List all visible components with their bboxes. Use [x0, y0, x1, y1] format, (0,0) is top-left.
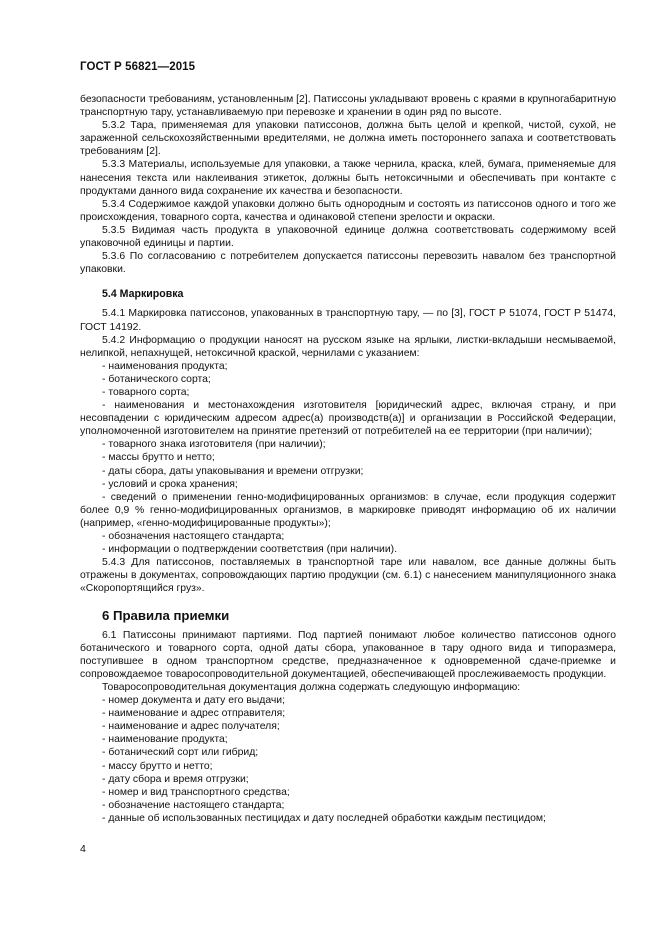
list-item: - сведений о применении генно-модифицированных организмов: в случае, если продукция содержит более 0,9 % генно-модифицированных организмов, в маркировке приводят информацию об их наличии (например, «генно-модифицированные продукты»);: [80, 491, 616, 529]
paragraph-continuation: безопасности требованиям, установленным [2]. Патиссоны укладывают вровень с краями в крупногабаритную транспортную тару, устанавливаемую при перевозке и хранении в один ряд по высоте.: [80, 94, 616, 119]
paragraph-5-3-4: 5.3.4 Содержимое каждой упаковки должно быть однородным и состоять из патиссонов одного и того же происхождения, товарного сорта, качества и одинаковой степени зрелости и окраски.: [80, 198, 616, 223]
section-5-4-heading: 5.4 Маркировка: [102, 288, 184, 301]
list-item: - наименования продукта;: [102, 360, 228, 372]
list-item: - товарного сорта;: [102, 386, 190, 398]
list-item: - наименование и адрес получателя;: [102, 721, 280, 733]
list-item: - обозначение настоящего стандарта;: [102, 799, 285, 811]
paragraph-5-4-1: 5.4.1 Маркировка патиссонов, упакованных в транспортную тару, — по [3], ГОСТ Р 51074, ГОСТ Р 51474, ГОСТ 14192.: [80, 308, 616, 333]
paragraph-6-1-docs: Товаросопроводительная документация должна содержать следующую информацию:: [102, 681, 521, 693]
paragraph-5-3-2: 5.3.2 Тара, применяемая для упаковки патиссонов, должна быть целой и крепкой, чистой, сухой, не зараженной сельскохозяйственными вредителями, не должна иметь постороннего запаха и соответствовать требованиям [2].: [80, 120, 616, 158]
list-item: - наименования и местонахождения изготовителя [юридический адрес, включая страну, и при несовпадении с юридическим адресом адрес(а) производств(а)] и организации в Российской Федерации, уполномоченной изготовителем на принятие претензий от потребителей на ее территории (при наличии);: [80, 400, 616, 438]
list-item: - даты сбора, даты упаковывания и времени отгрузки;: [102, 465, 364, 477]
document-header: ГОСТ Р 56821—2015: [80, 61, 196, 73]
list-item: - массу брутто и нетто;: [102, 760, 213, 772]
list-item: - дату сбора и время отгрузки;: [102, 773, 249, 785]
list-item: - ботанического сорта;: [102, 373, 211, 385]
paragraph-5-3-6: 5.3.6 По согласованию с потребителем допускается патиссоны перевозить навалом без транспортной упаковки.: [80, 251, 616, 276]
list-item: - обозначения настоящего стандарта;: [102, 531, 285, 542]
list-item: - номер документа и дату его выдачи;: [102, 695, 285, 707]
list-item: - товарного знака изготовителя (при наличии);: [102, 439, 326, 451]
list-item: - данные об использованных пестицидах и дату последней обработки каждым пестицидом;: [102, 812, 546, 824]
list-item: - номер и вид транспортного средства;: [102, 786, 290, 798]
paragraph-5-4-2: 5.4.2 Информацию о продукции наносят на русском языке на ярлыки, листки-вкладыши несмываемой, нелипкой, непахнущей, нетоксичной краской, чернилами с указанием:: [80, 334, 616, 359]
list-item: - информации о подтверждении соответствия (при наличии).: [102, 544, 397, 556]
page-number: 4: [80, 843, 86, 855]
list-item: - наименование и адрес отправителя;: [102, 708, 286, 720]
list-item: - наименование продукта;: [102, 734, 228, 746]
list-item: - массы брутто и нетто;: [102, 452, 215, 464]
list-item: - условий и срока хранения;: [102, 478, 238, 490]
paragraph-5-3-5: 5.3.5 Видимая часть продукта в упаковочной единице должна соответствовать содержимому всей упаковочной единицы и партии.: [80, 224, 616, 250]
paragraph-6-1: 6.1 Патиссоны принимают партиями. Под партией понимают любое количество патиссонов одного ботанического и товарного сорта, одной даты сбора, упакованное в тару одного вида и типоразмера, поступившее в одном транспортном средстве, предназначенное к одновременной сдаче-приемке и сопровождаемое товаросопроводительной документацией, обеспечивающей прослеживаемость продукции.: [80, 629, 616, 680]
document-body: [80, 93, 616, 825]
list-item: - ботанический сорт или гибрид;: [102, 747, 259, 759]
section-6-heading: 6 Правила приемки: [102, 608, 230, 624]
paragraph-5-4-3: 5.4.3 Для патиссонов, поставляемых в транспортной таре или навалом, все данные должны быть отражены в документах, сопровождающих партию продукции (см. 6.1) с нанесением манипуляционного знака «Скоропортящийся груз».: [80, 557, 616, 595]
paragraph-5-3-3: 5.3.3 Материалы, используемые для упаковки, а также чернила, краска, клей, бумага, применяемые для нанесения текста или наклеивания этикеток, должны быть нетоксичными и обеспечивать при контакте с продуктами данного вида сохранение их качества и безопасности.: [80, 159, 616, 197]
